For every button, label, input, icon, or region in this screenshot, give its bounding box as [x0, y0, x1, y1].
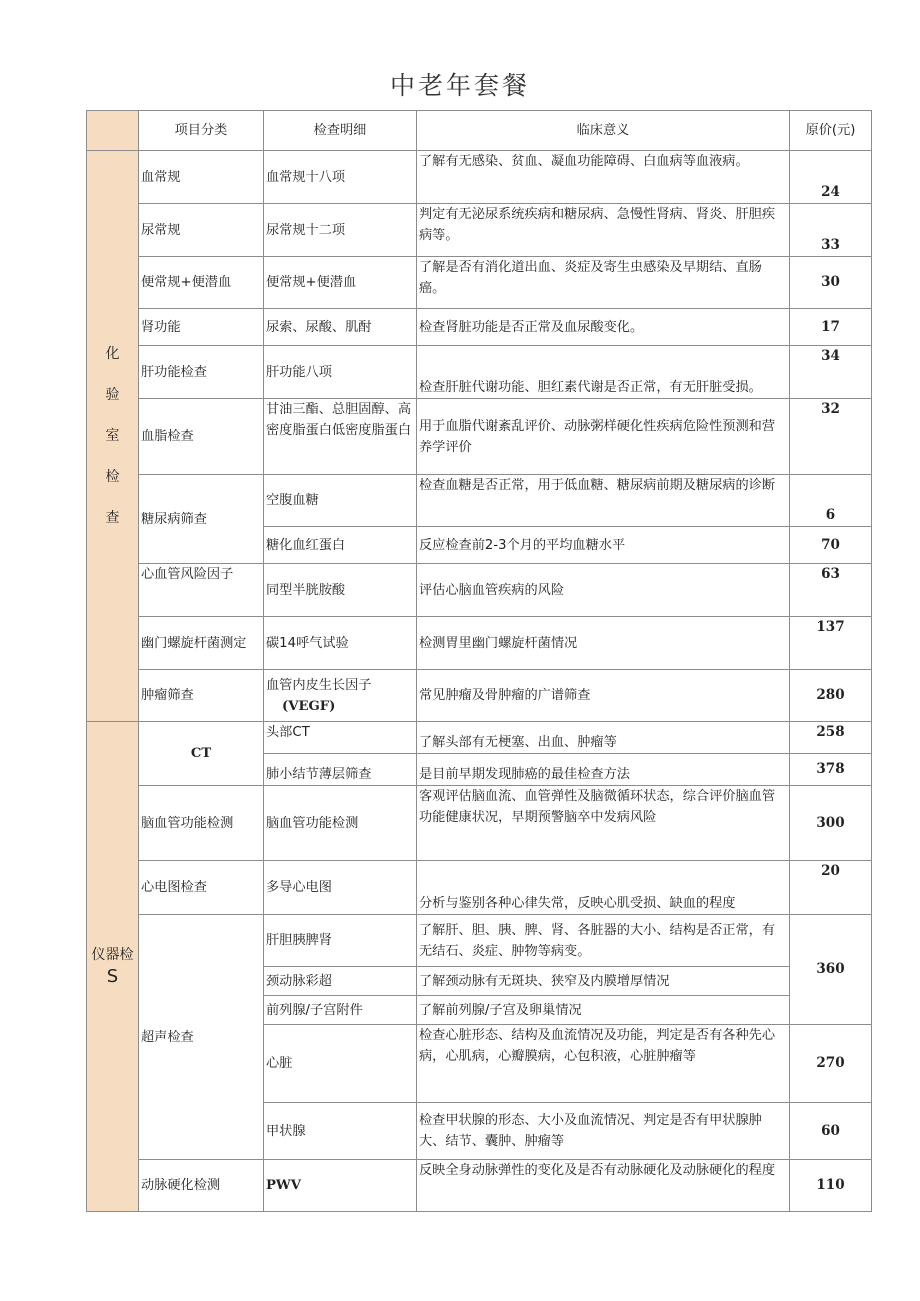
price-cell: 258 — [790, 722, 872, 754]
detail-line: (VEGF) — [282, 698, 336, 714]
price-cell: 32 — [790, 399, 872, 475]
section-lab — [87, 151, 139, 722]
category-cell: 脑血管功能检测 — [139, 786, 264, 861]
category-cell: 便常规+便潜血 — [139, 257, 264, 309]
section-lab-char: 室 — [105, 427, 120, 444]
category-cell: 心电图检查 — [139, 861, 264, 915]
meaning-cell: 分析与鉴别各种心律失常，反映心肌受损、缺血的程度 — [417, 861, 790, 915]
detail-cell: 尿常规十二项 — [264, 204, 417, 257]
price-cell: 63 — [790, 564, 872, 617]
section-lab-char: 检 — [105, 468, 120, 485]
category-cell: 幽门螺旋杆菌测定 — [139, 617, 264, 670]
category-cell: 血脂检查 — [139, 399, 264, 475]
category-cell: 动脉硬化检测 — [139, 1160, 264, 1212]
detail-cell: 糖化血红蛋白 — [264, 527, 417, 564]
meaning-cell: 检查心脏形态、结构及血流情况及功能，判定是否有各种先心病，心肌病，心瓣膜病，心包积液，心脏肿瘤等 — [417, 1025, 790, 1103]
category-cell: CT — [139, 722, 264, 786]
price-cell: 60 — [790, 1103, 872, 1160]
price-cell: 20 — [790, 861, 872, 915]
meaning-cell: 反应检查前2-3个月的平均血糖水平 — [417, 527, 790, 564]
header-corner-cell — [87, 111, 139, 151]
price-cell: 137 — [790, 617, 872, 670]
detail-cell: 肝胆胰脾肾 — [264, 915, 417, 967]
table-row — [87, 204, 872, 257]
table-row — [87, 151, 872, 204]
meaning-cell: 检查血糖是否正常，用于低血糖、糖尿病前期及糖尿病的诊断 — [417, 475, 790, 527]
meaning-cell: 检查肝脏代谢功能、胆红素代谢是否正常，有无肝脏受损。 — [417, 346, 790, 399]
price-cell: 280 — [790, 670, 872, 722]
table-row — [87, 1160, 872, 1212]
table-row — [87, 861, 872, 915]
meaning-cell: 了解有无感染、贫血、凝血功能障碍、白血病等血液病。 — [417, 151, 790, 204]
header-price: 原价(元) — [790, 111, 872, 151]
category-cell: 超声检查 — [139, 915, 264, 1160]
meaning-cell: 检查肾脏功能是否正常及血尿酸变化。 — [417, 309, 790, 346]
header-category: 项目分类 — [139, 111, 264, 151]
detail-cell: 肺小结节薄层筛查 — [264, 754, 417, 786]
table-row — [87, 670, 872, 722]
price-cell: 70 — [790, 527, 872, 564]
detail-cell: 肝功能八项 — [264, 346, 417, 399]
detail-cell: 碳14呼气试验 — [264, 617, 417, 670]
price-cell: 24 — [790, 151, 872, 204]
table-row — [87, 475, 872, 527]
detail-cell: 甘油三酯、总胆固醇、高密度脂蛋白低密度脂蛋白 — [264, 399, 417, 475]
meaning-cell: 了解头部有无梗塞、出血、肿瘤等 — [417, 722, 790, 754]
meaning-cell: 判定有无泌尿系统疾病和糖尿病、急慢性肾病、肾炎、肝胆疾病等。 — [417, 204, 790, 257]
table-row — [87, 617, 872, 670]
header-detail: 检查明细 — [264, 111, 417, 151]
meaning-cell: 是目前早期发现肺癌的最佳检查方法 — [417, 754, 790, 786]
category-cell: 肝功能检查 — [139, 346, 264, 399]
table-row — [87, 346, 872, 399]
price-cell: 110 — [790, 1160, 872, 1212]
meaning-cell: 用于血脂代谢紊乱评价、动脉粥样硬化性疾病危险性预测和营养学评价 — [417, 399, 790, 475]
detail-cell: 同型半胱胺酸 — [264, 564, 417, 617]
meaning-cell: 检测胃里幽门螺旋杆菌情况 — [417, 617, 790, 670]
detail-cell: 心脏 — [264, 1025, 417, 1103]
meaning-cell: 评估心脑血管疾病的风险 — [417, 564, 790, 617]
detail-cell: 尿索、尿酸、肌酎 — [264, 309, 417, 346]
category-cell: 糖尿病筛查 — [139, 475, 264, 564]
category-cell: 肿瘤筛查 — [139, 670, 264, 722]
category-cell: 肾功能 — [139, 309, 264, 346]
category-cell: 尿常规 — [139, 204, 264, 257]
price-cell: 360 — [790, 915, 872, 1025]
detail-cell: 多导心电图 — [264, 861, 417, 915]
category-cell: 血常规 — [139, 151, 264, 204]
meaning-cell: 客观评估脑血流、血管弹性及脑微循环状态，综合评价脑血管功能健康状况，早期预警脑卒中发病风险 — [417, 786, 790, 861]
section-lab-char: 化 — [105, 345, 120, 362]
table-row — [87, 309, 872, 346]
meaning-cell: 检查甲状腺的形态、大小及血流情况、判定是否有甲状腺肿大、结节、囊肿、肿瘤等 — [417, 1103, 790, 1160]
price-cell: 6 — [790, 475, 872, 527]
meaning-cell: 了解颈动脉有无斑块、狭窄及内膜增厚情况 — [417, 967, 790, 996]
detail-cell: 血常规十八项 — [264, 151, 417, 204]
meaning-cell: 反映全身动脉弹性的变化及是否有动脉硬化及动脉硬化的程度 — [417, 1160, 790, 1212]
page-title: 中老年套餐 — [389, 71, 530, 100]
package-table — [86, 110, 872, 1212]
table-row — [87, 786, 872, 861]
price-cell: 270 — [790, 1025, 872, 1103]
price-cell: 34 — [790, 346, 872, 399]
price-cell: 17 — [790, 309, 872, 346]
table-row — [87, 399, 872, 475]
meaning-cell: 了解肝、胆、胰、脾、肾、各脏器的大小、结构是否正常，有无结石、炎症、肿物等病变。 — [417, 915, 790, 967]
detail-text: 头部CT — [266, 725, 310, 740]
detail-cell — [264, 722, 417, 754]
header-meaning: 临床意义 — [417, 111, 790, 151]
category-cell: 心血管风险因子 — [139, 564, 264, 617]
table-header-row — [87, 111, 872, 151]
meaning-cell: 常见肿瘤及骨肿瘤的广谱筛查 — [417, 670, 790, 722]
price-cell: 300 — [790, 786, 872, 861]
table-row — [87, 564, 872, 617]
price-cell: 30 — [790, 257, 872, 309]
meaning-cell: 了解是否有消化道出血、炎症及寄生虫感染及早期结、直肠癌。 — [417, 257, 790, 309]
table-row — [87, 722, 872, 754]
detail-cell — [264, 670, 417, 722]
detail-cell: 便常规+便潜血 — [264, 257, 417, 309]
detail-cell: 空腹血糖 — [264, 475, 417, 527]
detail-cell: PWV — [264, 1160, 417, 1212]
table-row — [87, 915, 872, 967]
detail-line: 血管内皮生长因子 — [266, 677, 372, 693]
section-instrument-suffix: S — [106, 965, 119, 987]
section-lab-char: 查 — [105, 509, 120, 526]
detail-cell: 颈动脉彩超 — [264, 967, 417, 996]
detail-cell: 脑血管功能检测 — [264, 786, 417, 861]
detail-cell: 甲状腺 — [264, 1103, 417, 1160]
meaning-cell: 了解前列腺/子宫及卵巢情况 — [417, 996, 790, 1025]
table-row — [87, 257, 872, 309]
section-instrument-label: 仪器检 — [91, 946, 134, 963]
price-cell: 378 — [790, 754, 872, 786]
section-lab-char: 验 — [105, 386, 120, 403]
section-instrument — [87, 722, 139, 1212]
detail-cell: 前列腺/子宫附件 — [264, 996, 417, 1025]
price-cell: 33 — [790, 204, 872, 257]
